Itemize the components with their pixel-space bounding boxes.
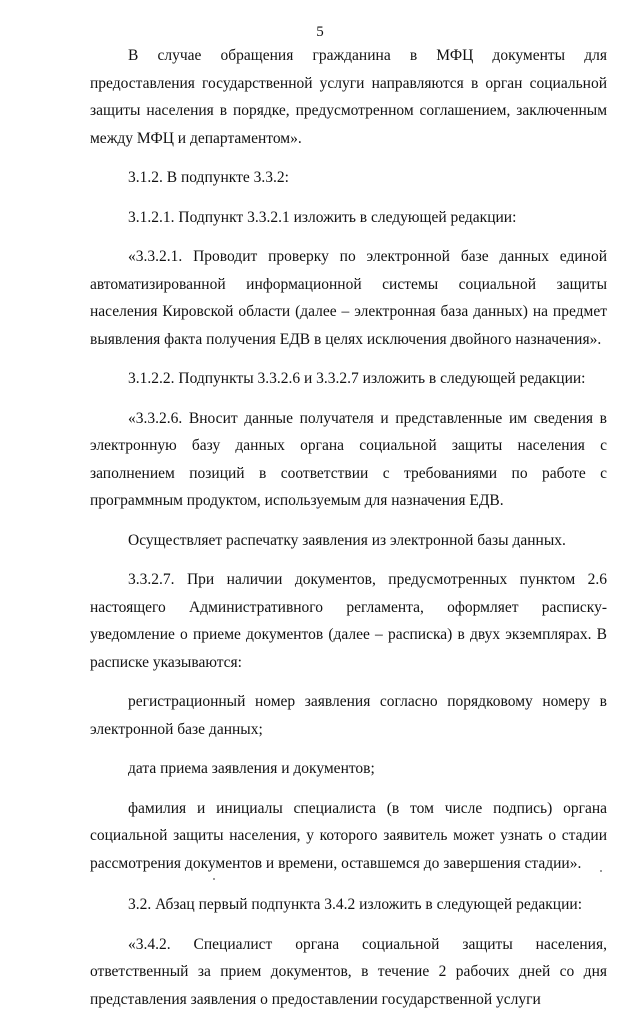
paragraph: фамилия и инициалы специалиста (в том числе подпись) органа социальной защиты населения, у которого заявитель может узнать о стадии рассмотрения документов и времени, оставшемся до завершения стадии». (90, 795, 607, 878)
paragraph: «3.4.2. Специалист органа социальной защиты населения, ответственный за прием документов, в течение 2 рабочих дней со дня представления заявления о предоставлении государственной услуги (90, 931, 607, 1013)
paragraph: дата приема заявления и документов; (90, 755, 607, 783)
paragraph: Осуществляет распечатку заявления из электронной базы данных. (90, 527, 607, 555)
scan-speck (213, 878, 215, 880)
paragraph: 3.1.2.2. Подпункты 3.3.2.6 и 3.3.2.7 изложить в следующей редакции: (90, 365, 607, 393)
paragraph: 3.1.2. В подпункте 3.3.2: (90, 164, 607, 192)
scan-speck (600, 870, 602, 872)
paragraph: 3.2. Абзац первый подпункта 3.4.2 изложить в следующей редакции: (90, 891, 607, 919)
page-number: 5 (0, 24, 640, 41)
paragraph: 3.1.2.1. Подпункт 3.3.2.1 изложить в следующей редакции: (90, 204, 607, 232)
paragraph: 3.3.2.7. При наличии документов, предусмотренных пунктом 2.6 настоящего Административного регламента, оформляет расписку-уведомление о приеме документов (далее – расписка) в двух экземплярах. В расписке указываются: (90, 566, 607, 676)
paragraph: В случае обращения гражданина в МФЦ документы для предоставления государственной услуги направляются в орган социальной защиты населения в порядке, предусмотренном соглашением, заключенным между МФЦ и департаментом». (90, 42, 607, 152)
paragraph: регистрационный номер заявления согласно порядковому номеру в электронной базе данных; (90, 688, 607, 743)
document-body (90, 42, 607, 1013)
paragraph: «3.3.2.1. Проводит проверку по электронной базе данных единой автоматизированной информационной системы социальной защиты населения Кировской области (далее – электронная база данных) на предмет выявления факта получения ЕДВ в целях исключения двойного назначения». (90, 243, 607, 353)
paragraph: «3.3.2.6. Вносит данные получателя и представленные им сведения в электронную базу данных органа социальной защиты населения с заполнением позиций в соответствии с требованиями по работе с программным продуктом, используемым для назначения ЕДВ. (90, 405, 607, 515)
